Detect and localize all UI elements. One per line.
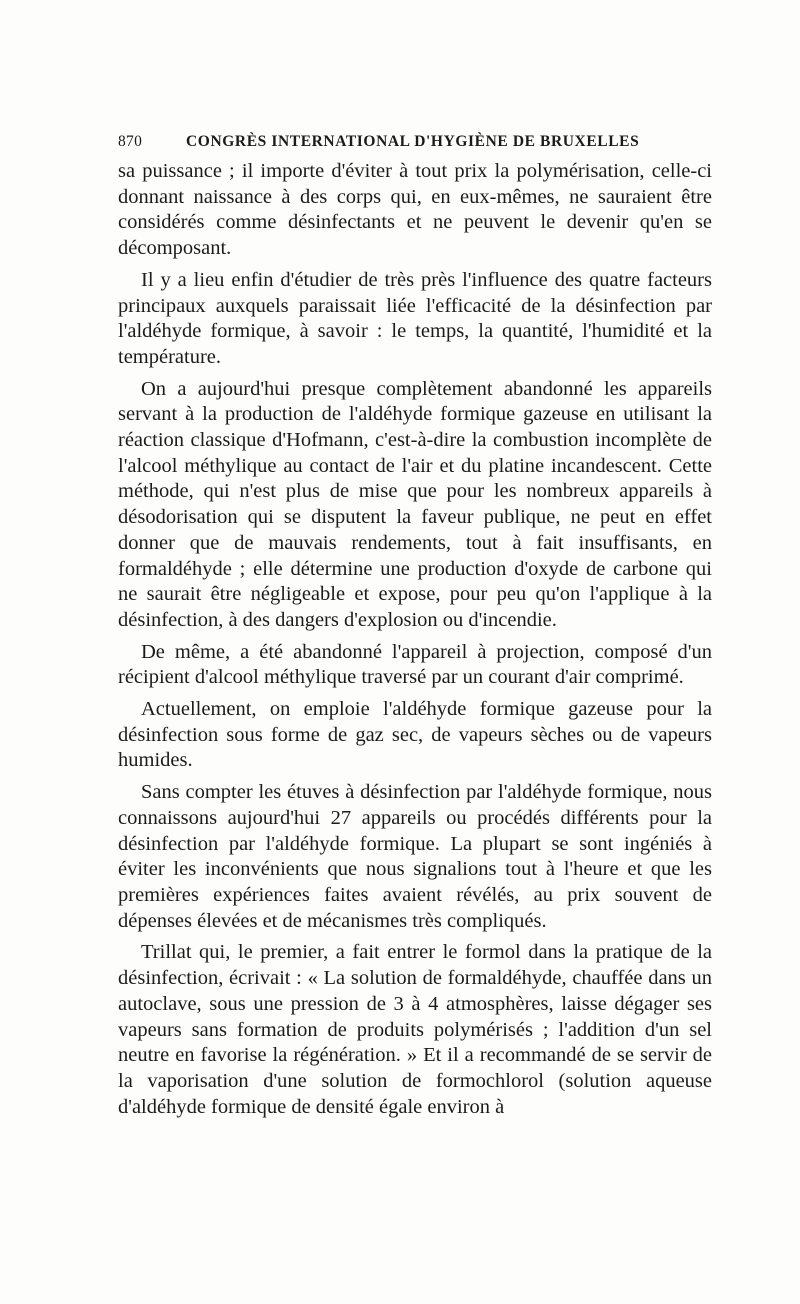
running-title: CONGRÈS INTERNATIONAL D'HYGIÈNE DE BRUXELLES bbox=[186, 133, 640, 150]
paragraph-4: De même, a été abandonné l'appareil à projection, composé d'un récipient d'alcool méthylique traversé par un courant d'air comprimé. bbox=[118, 640, 712, 689]
paragraph-7: Trillat qui, le premier, a fait entrer le formol dans la pratique de la désinfection, écrivait : « La solution de formaldéhyde, chauffée dans un autoclave, sous une pression de 3 à 4 atmosphères, laisse dégager ses vapeurs sans formation de produits polymérisés ; l'addition d'un sel neutre en favorise la régénération. » Et il a recommandé de se servir de la vaporisation d'une solution de formochlorol (solution aqueuse d'aldéhyde formique de densité égale environ à bbox=[118, 941, 712, 1118]
paragraph-2: Il y a lieu enfin d'étudier de très près l'influence des quatre facteurs principaux auxquels paraissait liée l'efficacité de la désinfection par l'aldéhyde formique, à savoir : le temps, la quantité, l'humidité et la température. bbox=[118, 268, 712, 368]
paragraph-6: Sans compter les étuves à désinfection par l'aldéhyde formique, nous connaissons aujourd'hui 27 appareils ou procédés différents pour la désinfection par l'aldéhyde formique. La plupart se sont ingéniés à éviter les inconvénients que nous signalions tout à l'heure et que les premières expériences faites avaient révélés, au prix souvent de dépenses élevées et de mécanismes très compliqués. bbox=[118, 781, 712, 932]
paragraph-3: On a aujourd'hui presque complètement abandonné les appareils servant à la production de l'aldéhyde formique gazeuse en utilisant la réaction classique d'Hofmann, c'est-à-dire la combustion incomplète de l'alcool méthylique au contact de l'air et du platine incandescent. Cette méthode, qui n'est plus de mise que pour les nombreux appareils à désodorisation qui se disputent la faveur publique, ne peut en effet donner que de mauvais rendements, tout à fait insuffisants, en formaldéhyde ; elle détermine une production d'oxyde de carbone qui ne saurait être négligeable et expose, pour peu qu'on l'applique à la désinfection, à des dangers d'explosion ou d'incendie. bbox=[118, 377, 712, 631]
page-number: 870 bbox=[118, 133, 143, 150]
paragraph-1: sa puissance ; il importe d'éviter à tout prix la polymérisation, celle-ci donnant naissance à des corps qui, en eux-mêmes, ne sauraient être considérés comme désinfectants et ne peuvent le devenir qu'en se décomposant. bbox=[118, 160, 712, 260]
paragraph-5: Actuellement, on emploie l'aldéhyde formique gazeuse pour la désinfection sous forme de gaz sec, de vapeurs sèches ou de vapeurs humides. bbox=[118, 698, 712, 772]
body-text bbox=[118, 159, 712, 1120]
running-head bbox=[118, 133, 712, 151]
